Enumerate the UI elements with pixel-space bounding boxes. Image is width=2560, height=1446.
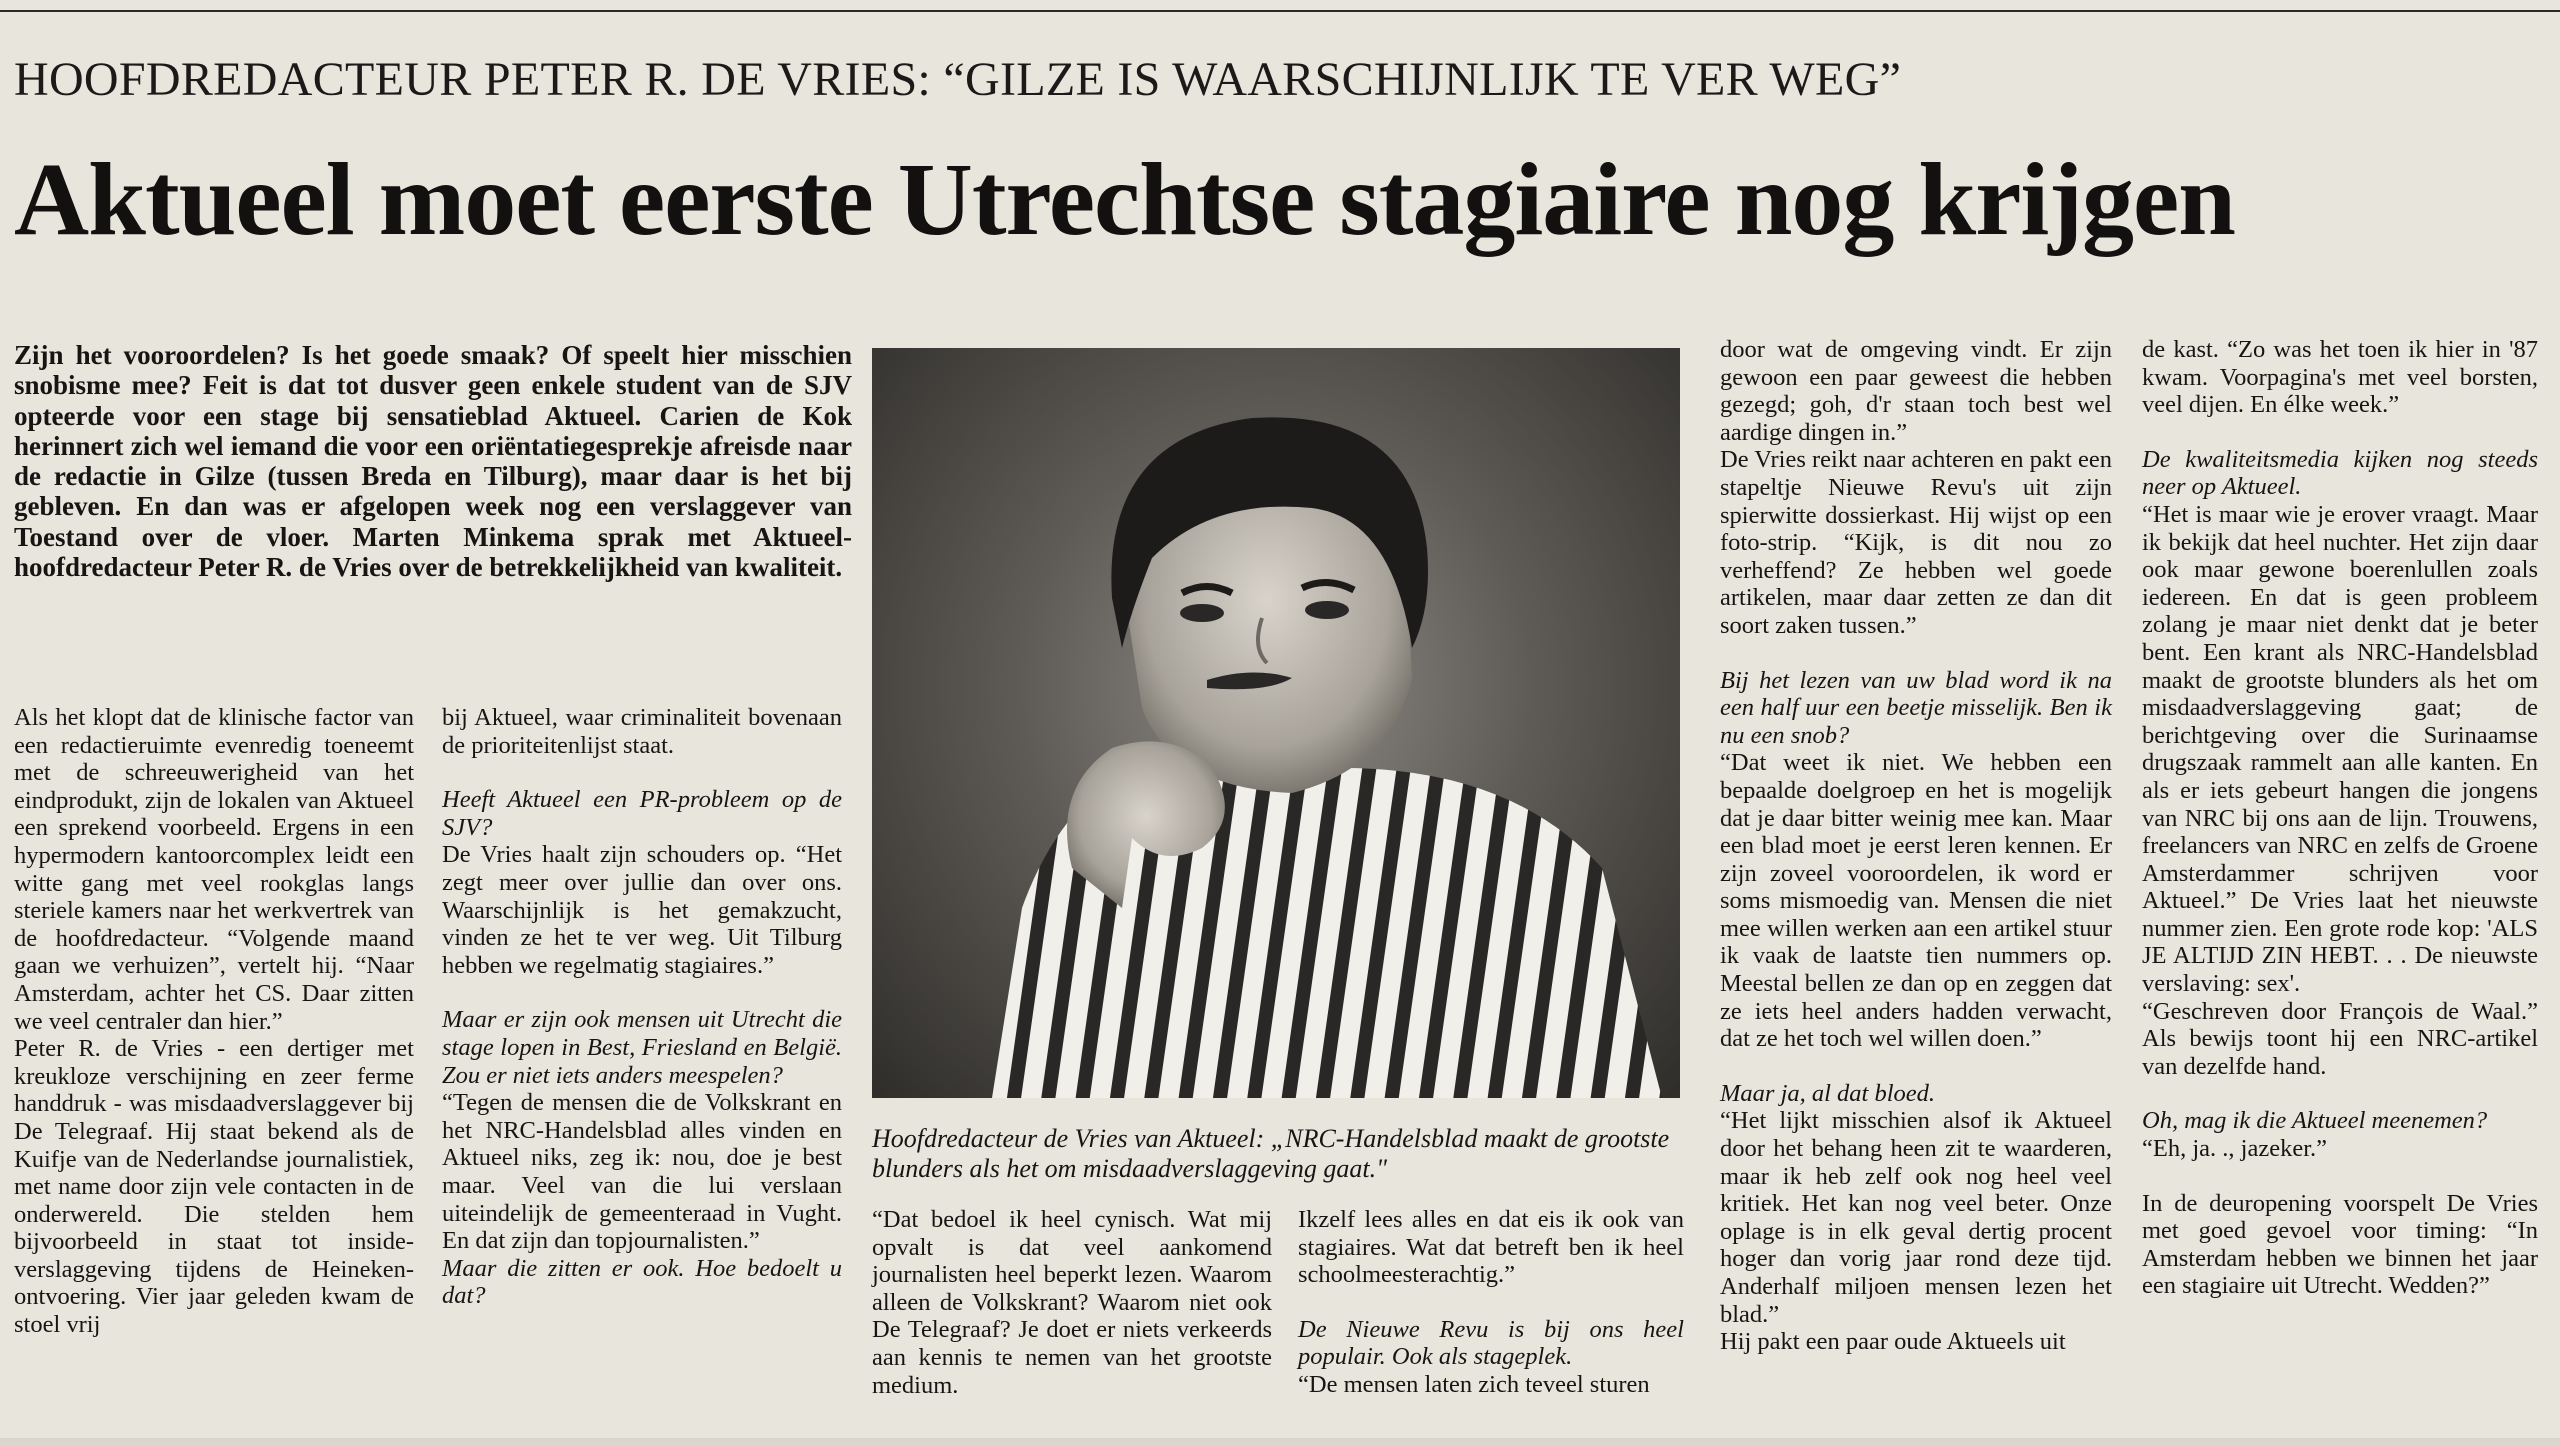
paragraph: “Tegen de mensen die de Volkskrant en het NRC-Handelsblad alles vinden en Aktueel niks, zeg ik: nou, doe je best maar. Veel van die lui verslaan uiteindelijk de gemeenteraad in Vught. En dat zijn dan topjournalisten.” bbox=[442, 1089, 842, 1255]
paragraph: Hij pakt een paar oude Aktueels uit bbox=[1720, 1328, 2066, 1356]
interview-question: Maar er zijn ook mensen uit Utrecht die stage lopen in Best, Friesland en België. Zou er niet iets anders meespelen? bbox=[442, 1006, 842, 1089]
paragraph: De Vries reikt naar achteren en pakt een stapeltje Nieuwe Revu's uit zijn spierwitte dossierkast. Hij wijst op een foto-strip. “Kijk, is dit nou zo verheffend? Ze hebben wel goede artikelen, maar daar zetten ze dan dit soort zaken tussen.” bbox=[1720, 446, 2112, 639]
paragraph: Peter R. de Vries - een dertiger met kreukloze verschijning en zeer ferme handdruk - was misdaadverslaggever bij De Telegraaf. Hij staat bekend als de Kuifje van de Nederlandse journalistiek, met name door zijn vele contacten in de onderwereld. Die stelden hem bijvoorbeeld in staat tot inside-verslaggeving tijdens de Heineken-ontvoering. Vier jaar geleden kwam de stoel vrij bbox=[14, 1035, 414, 1339]
photo-caption: Hoofdredacteur de Vries van Aktueel: „NRC-Handelsblad maakt de grootste blunders als het om misdaadverslaggeving gaat." bbox=[872, 1124, 1670, 1183]
paragraph: Als het klopt dat de klinische factor van een redactieruimte evenredig toeneemt met de schreeuwerigheid van het eindprodukt, zijn de lokalen van Aktueel een sprekend voorbeeld. Ergens in een hypermodern kantoorcomplex leidt een witte gang met veel rookglas langs steriele kamers naar het werkvertrek van de hoofdredacteur. “Volgende maand gaan we verhuizen”, vertelt hij. “Naar Amsterdam, achter het CS. Daar zitten we veel centraler dan hier.” bbox=[14, 704, 414, 1035]
text-column-4 bbox=[1720, 336, 2112, 1356]
paragraph: “Geschreven door François de Waal.” Als bewijs toont hij een NRC-artikel van dezelfde hand. bbox=[2142, 997, 2538, 1080]
portrait-illustration bbox=[872, 348, 1680, 1098]
text-column-3a bbox=[872, 1206, 1272, 1399]
article-lead: Zijn het vooroordelen? Is het goede smaak? Of speelt hier misschien snobisme mee? Feit is dat tot dusver geen enkele student van de SJV opteerde voor een stage bij sensatieblad Aktueel. Carien de Kok herinnert zich wel iemand die voor een oriëntatiegesprekje afreisde naar de redactie in Gilze (tussen Breda en Tilburg), maar daar is het bij gebleven. En dan was er afgelopen week nog een verslaggever van Toestand over de vloer. Marten Minkema sprak met Aktueel-hoofdredacteur Peter R. de Vries over de betrekkelijkheid van kwaliteit. bbox=[14, 340, 852, 583]
paragraph: “Het lijkt misschien alsof ik Aktueel door het behang heen zit te waarderen, maar ik heb zelf ook nog heel veel kritiek. Het kan nog veel beter. Onze oplage is in elk geval dertig procent hoger dan vorig jaar rond deze tijd. Anderhalf miljoen mensen lezen het blad.” bbox=[1720, 1107, 2112, 1328]
paragraph: “Eh, ja. ., jazeker.” bbox=[2142, 1135, 2328, 1163]
paragraph: bij Aktueel, waar criminaliteit bovenaan de prioriteitenlijst staat. bbox=[442, 704, 842, 759]
paragraph: De Vries haalt zijn schouders op. “Het zegt meer over jullie dan over ons. Waarschijnlijk is het gemakzucht, vinden ze het te ver weg. Uit Tilburg hebben we regelmatig stagiaires.” bbox=[442, 841, 842, 979]
paragraph: “Dat bedoel ik heel cynisch. Wat mij opvalt is dat veel aankomend journalisten heel beperkt lezen. Waarom alleen de Volkskrant? Waarom niet ook De Telegraaf? Je doet er niets verkeerds aan kennis te nemen van het grootste medium. bbox=[872, 1206, 1272, 1399]
paragraph: “Dat weet ik niet. We hebben een bepaalde doelgroep en het is mogelijk dat je daar bitter weinig mee kan. Maar een blad moet je eerst leren kennen. Er zijn zoveel vooroordelen, ik word er soms mismoedig van. Mensen die niet mee willen werken aan een artikel stuur ik vaak de laatste tien nummers op. Meestal bellen ze dan op en zeggen dat ze iets heel anders hadden verwacht, dat ze het toch wel willen doen.” bbox=[1720, 749, 2112, 1053]
paragraph: de kast. “Zo was het toen ik hier in '87 kwam. Voorpagina's met veel borsten, veel dijen. En élke week.” bbox=[2142, 336, 2538, 419]
paragraph: “Het is maar wie je erover vraagt. Maar ik bekijk dat heel nuchter. Het zijn daar ook maar gewone boerenlullen zoals iedereen. En dat is geen probleem zolang je maar niet denkt dat je beter bent. Een krant als NRC-Handelsblad maakt de grootste blunders als het om misdaadverslaggeving gaat; de berichtgeving over die Surinaamse drugszaak rammelt aan alle kanten. En als er iets gebeurt hangen die jongens van NRC bij ons aan de lijn. Trouwens, freelancers van NRC en zelfs de Groene Amsterdammer schrijven voor Aktueel.” De Vries laat het nieuwste nummer zien. Een grote rode kop: 'ALS JE ALTIJD ZIN HEBT. . . De nieuwste verslaving: sex'. bbox=[2142, 500, 2538, 998]
article-headline: Aktueel moet eerste Utrechtse stagiaire nog krijgen bbox=[14, 142, 2235, 257]
paragraph: Ikzelf lees alles en dat eis ik ook van stagiaires. Wat dat betreft ben ik heel schoolmeesterachtig.” bbox=[1298, 1206, 1684, 1289]
interview-question: Heeft Aktueel een PR-probleem op de SJV? bbox=[442, 786, 842, 841]
article-kicker: HOOFDREDACTEUR PETER R. DE VRIES: “GILZE IS WAARSCHIJNLIJK TE VER WEG” bbox=[14, 53, 1902, 106]
text-column-1 bbox=[14, 704, 414, 1339]
paragraph: “De mensen laten zich teveel sturen bbox=[1298, 1370, 1650, 1398]
interview-question: De kwaliteitsmedia kijken nog steeds neer op Aktueel. bbox=[2142, 445, 2538, 501]
interview-question: Maar ja, al dat bloed. bbox=[1720, 1079, 1936, 1107]
top-rule bbox=[0, 10, 2560, 12]
interview-question: De Nieuwe Revu is bij ons heel populair. Ook als stageplek. bbox=[1298, 1315, 1684, 1371]
portrait-photo bbox=[872, 348, 1680, 1098]
interview-question: Bij het lezen van uw blad word ik na een half uur een beetje misselijk. Ben ik nu een snob? bbox=[1720, 666, 2112, 749]
paragraph: door wat de omgeving vindt. Er zijn gewoon een paar geweest die hebben gezegd; goh, d'r staan toch best wel aardige dingen in.” bbox=[1720, 336, 2112, 446]
interview-question: Oh, mag ik die Aktueel meenemen? bbox=[2142, 1107, 2488, 1135]
text-column-2 bbox=[442, 704, 842, 1310]
text-column-5 bbox=[2142, 336, 2538, 1300]
page-edge bbox=[0, 1438, 2560, 1446]
paragraph: In de deuropening voorspelt De Vries met goed gevoel voor timing: “In Amsterdam hebben we binnen het jaar een stagiaire uit Utrecht. Wedden?” bbox=[2142, 1189, 2538, 1300]
interview-question: Maar die zitten er ook. Hoe bedoelt u dat? bbox=[442, 1254, 842, 1310]
text-column-3b bbox=[1298, 1206, 1684, 1399]
